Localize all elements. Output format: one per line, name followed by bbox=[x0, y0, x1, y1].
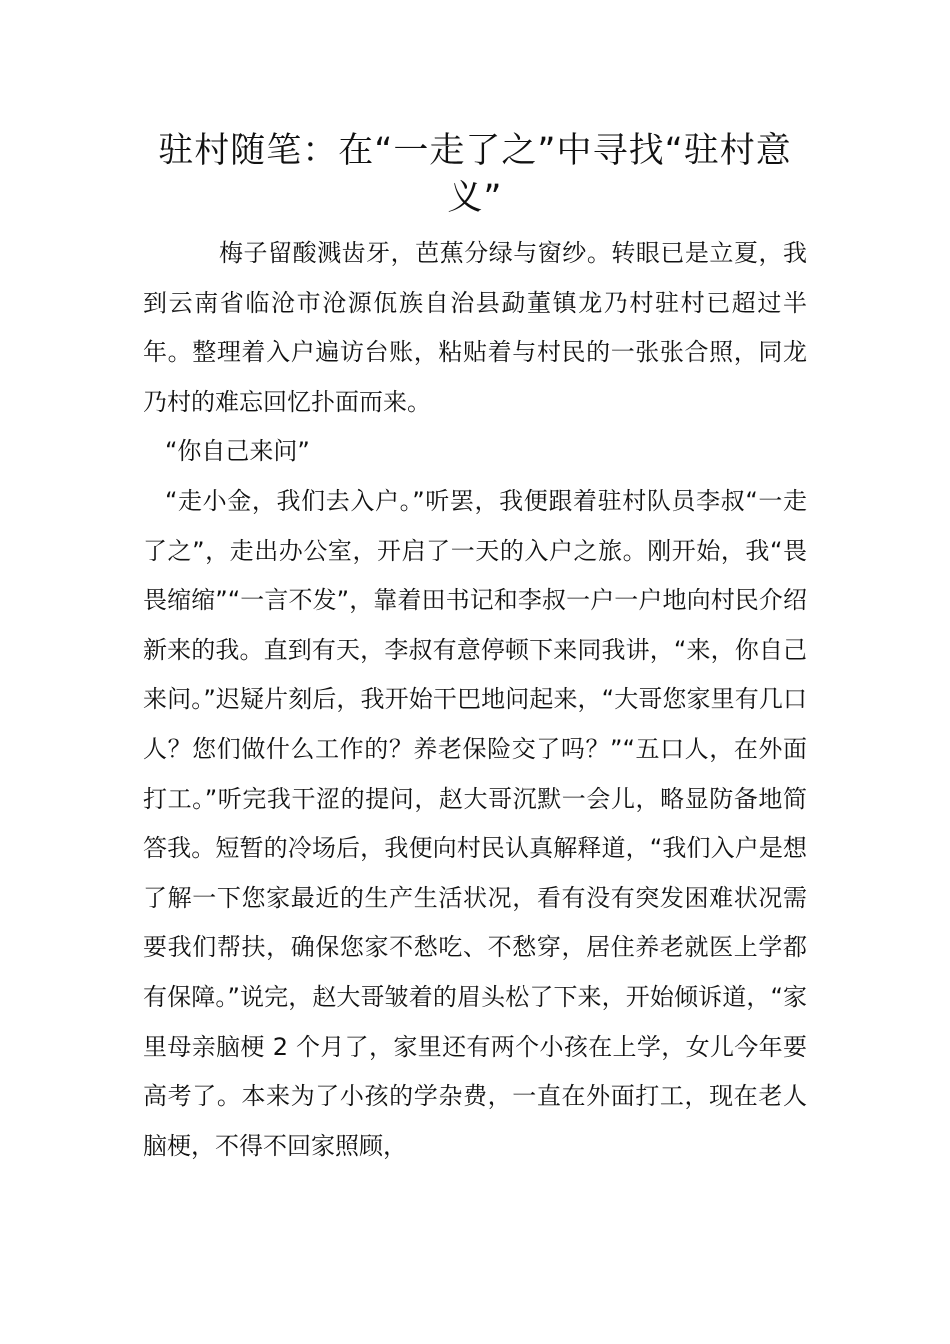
paragraph-story: “走小金，我们去入户。”听罢，我便跟着驻村队员李叔“一走了之”，走出办公室，开启了一天的入户之旅。刚开始，我“畏畏缩缩”“一言不发”，靠着田书记和李叔一户一户地向村民介绍新来的我。直到有天，李叔有意停顿下来同我讲，“来，你自己来问。”迟疑片刻后，我开始干巴地问起来，“大哥您家里有几口人？您们做什么工作的？养老保险交了吗？”“五口人，在外面打工。”听完我干涩的提问，赵大哥沉默一会儿，略显防备地简答我。短暂的冷场后，我便向村民认真解释道，“我们入户是想了解一下您家最近的生产生活状况，看有没有突发困难状况需要我们帮扶，确保您家不愁吃、不愁穿，居住养老就医上学都有保障。”说完，赵大哥皱着的眉头松了下来，开始倾诉道，“家里母亲脑梗 2 个月了，家里还有两个小孩在上学，女儿今年要高考了。本来为了小孩的学杂费，一直在外面打工，现在老人脑梗，不得不回家照顾， bbox=[143, 486, 807, 1160]
paragraph-intro: 梅子留酸溅齿牙，芭蕉分绿与窗纱。转眼已是立夏，我到云南省临沧市沧源佤族自治县勐董镇龙乃村驻村已超过半年。整理着入户遍访台账，粘贴着与村民的一张张合照，同龙乃村的难忘回忆扑面而来。 bbox=[143, 239, 807, 416]
document-body bbox=[143, 229, 807, 1171]
section-heading: “你自己来问” bbox=[165, 437, 310, 466]
document-title: 驻村随笔：在“一走了之”中寻找“驻村意义” bbox=[158, 131, 792, 218]
